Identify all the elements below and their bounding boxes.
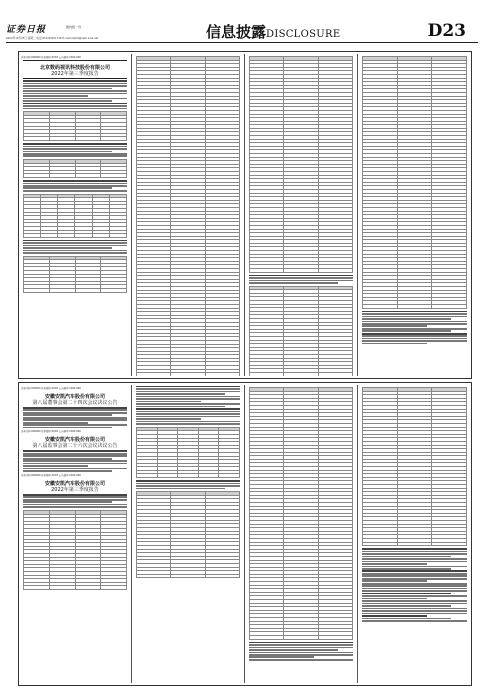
column-separator <box>131 385 132 683</box>
text-line <box>23 499 127 501</box>
page-number: D23 <box>427 21 466 41</box>
company-name: 安徽安凯汽车股份有限公司 <box>44 480 105 487</box>
announcement-code-line: 证券代码:000000 证券简称:XXXX 公告编号:2022-000 <box>21 387 81 390</box>
text-line <box>362 321 467 323</box>
text-line <box>23 506 127 508</box>
table-grid <box>136 56 240 376</box>
report-title: 第八届董事会第二十四次会议决议公告 <box>32 400 118 406</box>
table-grid <box>249 286 353 376</box>
text-line <box>136 488 225 490</box>
text-line <box>362 553 467 555</box>
newspaper-masthead: 证券日报 <box>6 25 47 35</box>
text-line <box>362 593 451 595</box>
text-line <box>23 250 127 252</box>
text-line <box>362 333 467 335</box>
table-cell <box>75 234 92 238</box>
text-line <box>362 580 427 582</box>
income-statement-table <box>247 56 355 273</box>
financial-table <box>21 510 129 590</box>
table-grid <box>136 491 240 578</box>
table-cell <box>24 234 41 238</box>
company-name: 安徽安凯汽车股份有限公司 <box>44 394 105 400</box>
text-line <box>249 644 353 646</box>
text-line <box>362 578 467 580</box>
table-cell <box>363 304 398 308</box>
table-cell <box>205 574 239 578</box>
text-line <box>23 90 127 92</box>
table-cell <box>49 137 75 141</box>
text-line <box>136 401 201 403</box>
text-line <box>23 496 127 498</box>
top-col-1 <box>21 54 129 376</box>
text-line <box>136 406 225 408</box>
bottom-col-1 <box>21 385 129 683</box>
header-rule <box>6 42 478 43</box>
table-row <box>24 137 127 141</box>
table-cell <box>250 269 284 273</box>
text-line <box>362 316 467 318</box>
text-line <box>23 85 127 87</box>
table-cell <box>58 234 75 238</box>
table-cell <box>137 474 158 478</box>
table-grid <box>362 56 467 309</box>
table-grid <box>23 510 127 590</box>
column-separator <box>357 54 358 376</box>
table-cell <box>318 269 352 273</box>
table-cell <box>432 304 467 308</box>
table-cell <box>49 289 75 293</box>
text-line <box>362 318 451 320</box>
table-grid <box>249 387 353 640</box>
body-text <box>21 240 129 254</box>
text-line <box>23 155 127 157</box>
text-line <box>23 146 127 148</box>
text-line <box>23 88 112 90</box>
text-line <box>136 408 240 410</box>
text-line <box>362 323 467 325</box>
text-line <box>136 411 240 413</box>
text-line <box>23 240 127 242</box>
masthead-subtitle: 国内统一刊 <box>66 25 82 29</box>
table-cell <box>284 635 318 639</box>
text-line <box>362 556 451 558</box>
text-line <box>136 396 240 398</box>
table-cell <box>318 635 352 639</box>
text-line <box>136 393 225 395</box>
table-cell <box>49 586 75 590</box>
cash-flow-table <box>247 286 355 376</box>
text-line <box>23 409 127 411</box>
table-cell <box>284 269 318 273</box>
text-line <box>362 613 467 615</box>
body-text <box>21 494 129 508</box>
text-line <box>23 465 88 467</box>
text-line <box>23 417 127 419</box>
text-line <box>362 615 427 617</box>
text-line <box>362 603 467 605</box>
body-text <box>247 275 355 284</box>
text-line <box>362 566 467 568</box>
text-line <box>249 652 353 654</box>
announcement-code-line: 证券代码:000000 证券简称:XXXX 公告编号:2022-000 <box>21 473 81 477</box>
text-line <box>362 570 467 572</box>
balance-sheet-table <box>134 56 242 376</box>
text-line <box>136 421 240 423</box>
text-line <box>23 455 127 457</box>
table-row <box>24 234 127 238</box>
table-cell <box>157 474 178 478</box>
text-line <box>23 180 127 182</box>
table-grid <box>362 387 467 546</box>
table-cell <box>92 234 109 238</box>
table-cell <box>75 137 101 141</box>
table-cell <box>397 542 432 546</box>
text-line <box>362 551 467 553</box>
report-title: 2022年第三季度报告 <box>51 71 99 78</box>
table-grid <box>249 56 353 273</box>
body-text <box>21 143 129 157</box>
announcement-code-line: 证券代码:000000 证券简称:XXXX 公告编号:2022-000 <box>21 430 81 434</box>
text-line <box>362 605 451 607</box>
text-line <box>23 494 127 496</box>
top-col-3 <box>247 54 355 376</box>
text-line <box>136 403 240 405</box>
text-line <box>136 423 240 425</box>
text-line <box>23 504 127 506</box>
text-line <box>249 649 338 651</box>
text-line <box>136 416 240 418</box>
column-separator <box>357 385 358 683</box>
text-line <box>362 590 467 592</box>
section-title-cn: 信息披露 <box>206 23 267 41</box>
table-cell <box>109 234 126 238</box>
financial-table <box>134 491 242 578</box>
top-disclosure-block <box>18 51 472 379</box>
text-line <box>136 418 201 420</box>
text-line <box>362 610 467 612</box>
shareholder-table <box>21 194 129 238</box>
text-line <box>136 386 240 388</box>
table-cell <box>101 289 127 293</box>
table-row <box>250 269 353 273</box>
body-text <box>21 450 129 471</box>
text-line <box>362 328 467 330</box>
body-text <box>134 386 242 425</box>
text-line <box>23 419 127 421</box>
table-grid <box>136 427 240 478</box>
table-row <box>24 174 127 178</box>
text-line <box>249 275 353 277</box>
bottom-col-2 <box>134 385 242 683</box>
text-line <box>362 600 467 602</box>
text-line <box>23 458 112 460</box>
table-cell <box>363 542 398 546</box>
text-line <box>23 453 127 455</box>
text-line <box>362 585 467 587</box>
text-line <box>362 340 467 342</box>
section-title-en: DISCLOSURE <box>266 29 341 40</box>
body-text <box>360 311 469 345</box>
text-line <box>362 338 467 340</box>
text-line <box>362 561 467 563</box>
text-line <box>23 98 127 100</box>
text-line <box>249 656 314 658</box>
company-name: 安徽安凯汽车股份有限公司 <box>44 437 105 444</box>
table-cell <box>49 174 75 178</box>
text-line <box>249 280 353 282</box>
text-line <box>23 153 127 155</box>
text-line <box>23 460 127 462</box>
announcement-heading <box>21 481 129 493</box>
title-rule <box>23 78 127 79</box>
text-line <box>249 282 338 284</box>
text-line <box>23 183 127 185</box>
text-line <box>362 598 427 600</box>
text-line <box>23 407 127 409</box>
announcement-heading <box>21 437 129 449</box>
text-line <box>23 427 112 429</box>
text-line <box>136 391 240 393</box>
report-title: 第八届监事会第二十六次会议决议公告 <box>32 443 118 450</box>
table-cell <box>75 289 101 293</box>
text-line <box>23 148 127 150</box>
text-line <box>136 483 240 485</box>
text-line <box>362 573 467 575</box>
text-line <box>362 311 467 313</box>
table-cell <box>101 586 127 590</box>
table-row <box>24 586 127 590</box>
text-line <box>23 450 127 452</box>
income-statement-table <box>360 387 469 546</box>
column-separator <box>244 54 245 376</box>
text-line <box>23 242 127 244</box>
bottom-col-3 <box>247 385 355 683</box>
table-row <box>137 574 240 578</box>
text-line <box>23 151 112 153</box>
table-row <box>137 474 240 478</box>
table-cell <box>432 542 467 546</box>
table-cell <box>75 586 101 590</box>
report-title: 2022年第三季度报告 <box>51 486 99 493</box>
text-line <box>362 588 467 590</box>
financial-table <box>21 159 129 178</box>
text-line <box>362 548 467 550</box>
bottom-col-4 <box>360 385 469 683</box>
announcement-heading <box>21 394 129 406</box>
table-row <box>24 289 127 293</box>
text-line <box>136 480 240 482</box>
text-line <box>23 93 127 95</box>
table-cell <box>397 304 432 308</box>
text-line <box>362 335 467 337</box>
table-cell <box>101 174 127 178</box>
text-line <box>136 398 240 400</box>
text-line <box>249 647 353 649</box>
text-line <box>23 252 127 254</box>
text-line <box>23 463 127 465</box>
text-line <box>249 642 353 644</box>
text-line <box>362 558 467 560</box>
text-line <box>362 325 427 327</box>
text-line <box>23 95 88 97</box>
column-separator <box>244 385 245 683</box>
text-line <box>362 618 451 620</box>
table-cell <box>219 474 240 478</box>
body-text <box>360 548 469 622</box>
text-line <box>23 185 127 187</box>
table-row <box>250 635 353 639</box>
text-line <box>136 413 240 415</box>
text-line <box>23 468 127 470</box>
financial-table <box>21 256 129 293</box>
text-line <box>362 575 467 577</box>
text-line <box>23 422 88 424</box>
text-line <box>23 470 112 472</box>
text-line <box>23 245 127 247</box>
table-cell <box>24 586 50 590</box>
text-line <box>23 190 127 192</box>
financial-table <box>21 111 129 141</box>
text-line <box>362 595 467 597</box>
company-name: 北京数码视讯科技股份有限公司 <box>39 65 110 72</box>
body-text <box>134 480 242 489</box>
table-row <box>363 304 467 308</box>
title-rule <box>23 60 127 61</box>
body-text <box>21 80 129 109</box>
text-line <box>23 501 112 503</box>
text-line <box>362 608 467 610</box>
text-line <box>23 105 127 107</box>
text-line <box>136 388 240 390</box>
table-row <box>363 542 467 546</box>
table-cell <box>250 635 284 639</box>
body-text <box>247 642 355 661</box>
table-grid <box>23 111 127 141</box>
text-line <box>249 277 353 279</box>
shareholder-table <box>134 427 242 478</box>
text-line <box>23 247 112 249</box>
text-line <box>23 80 127 82</box>
text-line <box>362 568 451 570</box>
text-line <box>23 100 112 102</box>
announcement-heading <box>21 65 129 77</box>
text-line <box>23 424 127 426</box>
text-line <box>23 108 127 110</box>
table-cell <box>198 474 219 478</box>
cash-flow-table <box>360 56 469 309</box>
table-cell <box>178 474 199 478</box>
balance-sheet-table <box>247 387 355 640</box>
table-cell <box>75 174 101 178</box>
table-grid <box>23 194 127 238</box>
text-line <box>249 654 353 656</box>
table-cell <box>101 137 127 141</box>
body-text <box>21 180 129 192</box>
top-col-2 <box>134 54 242 376</box>
text-line <box>23 414 112 416</box>
table-cell <box>24 289 50 293</box>
table-cell <box>24 174 50 178</box>
text-line <box>362 343 427 345</box>
table-grid <box>23 256 127 293</box>
text-line <box>362 313 467 315</box>
text-line <box>249 659 353 661</box>
bottom-disclosure-block <box>18 382 472 686</box>
section-title <box>206 21 340 42</box>
text-line <box>23 412 127 414</box>
table-grid <box>23 159 127 178</box>
text-line <box>362 620 467 622</box>
text-line <box>362 330 451 332</box>
text-line <box>136 485 240 487</box>
body-text <box>21 407 129 428</box>
table-cell <box>41 234 58 238</box>
top-col-4 <box>360 54 469 376</box>
table-cell <box>171 574 205 578</box>
announcement-code-line: 证券代码:000000 证券简称:XXXX 公告编号:2022-000 <box>21 56 81 59</box>
column-separator <box>131 54 132 376</box>
table-cell <box>24 137 50 141</box>
text-line <box>23 143 127 145</box>
text-line <box>23 83 127 85</box>
dateline: 2022年10月25日 星期二 电话:010-83251716 E-mail:zqrb9@zqrb.sina.net <box>6 37 99 40</box>
text-line <box>23 187 112 189</box>
text-line <box>23 103 127 105</box>
text-line <box>362 563 427 565</box>
table-cell <box>137 574 171 578</box>
text-line <box>362 583 467 585</box>
